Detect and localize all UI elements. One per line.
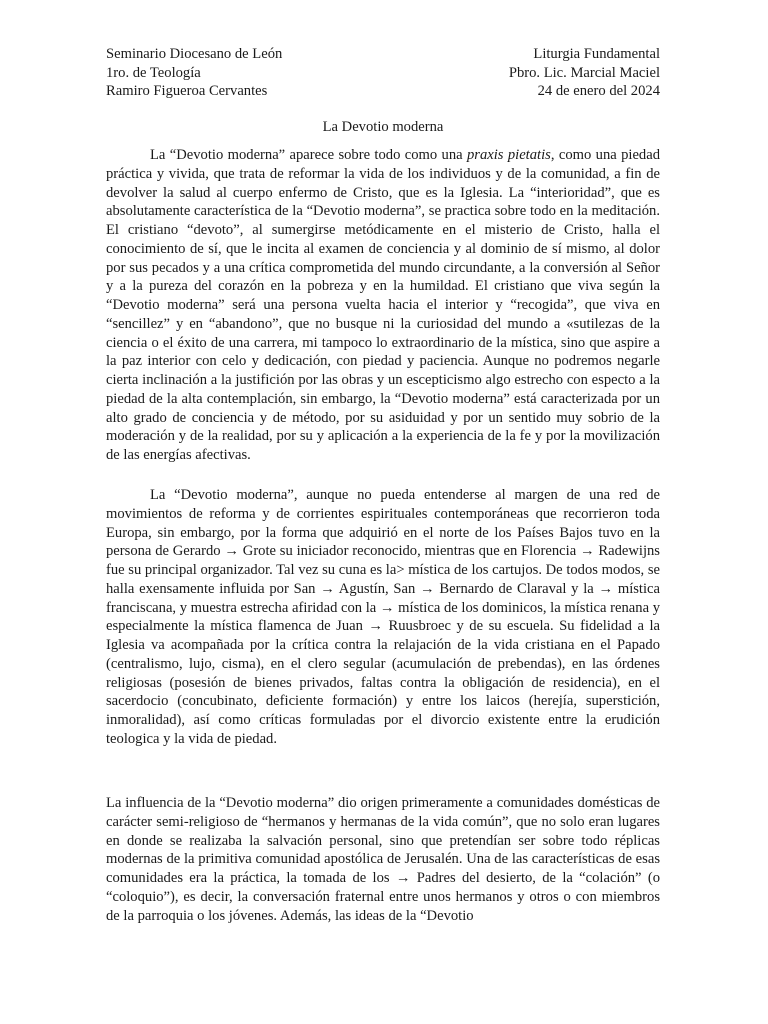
student-year: 1ro. de Teología (106, 64, 201, 81)
paragraph-2-text: La “Devotio moderna”, aunque no pueda entenderse al margen de una red de movimientos de reforma y de corrientes espirituales contemporáneas que recorrieron toda Europa, sin embargo, por la forma que adquirió en el norte de los Países Bajos tuvo en la persona de Gerardo → Grote su iniciador reconocido, mientras que en Florencia → Radewijns fue su principal organizador. Tal vez su cuna es la> mística de los cartujos. De todos modos, se halla exensamente influida por San → Agustín, San → Bernardo de Claraval y la → mística franciscana, y muestra estrecha afiridad con la → mística de los dominicos, la mística renana y especialmente la mística flamenca de Juan → Ruusbroec y de su escuela. Su fidelidad a la Iglesia va acompañada por la crítica contra la relajación de la vida cristiana en el Papado (centralismo, lujo, cisma), en el clero segular (acumulación de prebendas), en las órdenes religiosas (posesión de bienes privados, faltas contra la obligación de residencia), en el sacerdocio (concubinato, deficiente formación) y entre los laicos (herejía, superstición, inmoralidad), así como críticas formuladas por el divorcio existente entre la erudición teologica y la vida de piedad. (106, 487, 660, 747)
document-date: 24 de enero del 2024 (537, 83, 660, 99)
paragraph-1-start: La “Devotio moderna” aparece sobre todo como una (150, 147, 467, 163)
paragraph-1-italic: praxis pietatis (467, 147, 551, 163)
header-row (106, 82, 660, 101)
course-name: Liturgia Fundamental (533, 46, 660, 62)
student-name: Ramiro Figueroa Cervantes (106, 83, 268, 99)
document-title: La Devotio moderna (322, 119, 444, 135)
seminary-name: Seminario Diocesano de León (106, 46, 283, 62)
header-row (106, 45, 660, 64)
paragraph-1 (106, 146, 660, 465)
paragraph-1-rest: , como una piedad práctica y vivida, que trata de reformar la vida de los individuos y de la comunidad, a fin de devolver la salud al cuerpo enfermo de Cristo, que es la Iglesia. La “interioridad”, que es absolutamente característica de la “Devotio moderna”, se practica sobre todo en la meditación. El cristiano “devoto”, al sumergirse metódicamente en el misterio de Cristo, halla el conocimiento de sí, que le incita al examen de conciencia y al dominio de sí mismo, al dolor por sus pecados y a una crítica comprometida del mundo circundante, a la conversión al Señor y a la pureza del corazón en la pobreza y en la humildad. El cristiano que viva según la “Devotio moderna” será una persona vuelta hacia el interior y “recogida”, que viva en “sencillez” y en “abandono”, que no busque ni la curiosidad del mundo a «sutilezas de la ciencia o el éxito de una carrera, mi tampoco lo extraordinario de la mística, sino que aspire a la paz interior con celo y dedicación, con piedad y paciencia. Aunque no podremos negarle cierta inclinación a la justifición por las obras y un escepticismo algo estrecho con especto a la piedad de la alta contemplación, sin embargo, la “Devotio moderna” está caracterizada por un alto grado de conciencia y de método, por su asiduidad y por un sentido muy sobrio de la moderación y de la realidad, por su y aplicación a la experiencia de la fe y por la movilización de las energías afectivas. (106, 147, 660, 463)
paragraph-2 (106, 486, 660, 749)
professor-name: Pbro. Lic. Marcial Maciel (508, 64, 660, 81)
paragraph-3-text: La influencia de la “Devotio moderna” dio origen primeramente a comunidades domésticas de carácter semi-religioso de “hermanos y hermanas de la vida común”, que no solo eran lugares en donde se realizaba la salvación personal, sino que pretendían ser sobre todo réplicas modernas de la primitiva comunidad apostólica de Jerusalén. Una de las características de esas comunidades era la práctica, la tomada de los → Padres del desierto, de la “colación” (o “coloquio”), es decir, la conversación fraternal entre unos hermanos y otros o con miembros de la parroquia o los jóvenes. Además, las ideas de la “Devotio (106, 795, 660, 924)
document-header (106, 45, 660, 101)
paragraph-3 (106, 794, 660, 925)
header-row (106, 64, 660, 83)
